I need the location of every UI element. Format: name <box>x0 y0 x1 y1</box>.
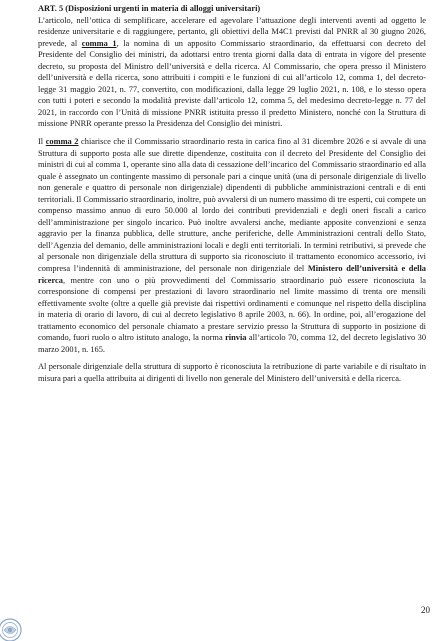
institutional-seal-icon <box>0 608 26 641</box>
page-number: 20 <box>421 605 430 615</box>
ministry-emphasis: Ministero dell’università e della ricerca <box>38 264 426 285</box>
article-heading <box>38 3 426 15</box>
paragraph-2-text-a: chiarisce che il Commissario straordinario resta in carica fino al 31 dicembre 2026 e si avvale di una Struttura di supporto posta alle sue dirette dipendenze, costituita con il decreto del Presidente del Consiglio dei ministri di cui al comma 1, operante sino alla data di cessazione dell’incarico del Commissario straordinario ed alla quale è assegnato un contingente massimo di personale pari a cinque unità (una di personale dirigenziale di livello non generale e quattro di personale non dirigenziale) dipendenti di pubbliche amministrazioni centrali e di enti territoriali. Il Commissario straordinario, inoltre, può avvalersi di un numero massimo di tre esperti, cui compete un compenso massimo annuo di euro 50.000 al lordo dei contributi previdenziali e degli oneri fiscali a carico dell’amministrazione per singolo incarico. Può inoltre avvalersi anche, mediante apposite convenzioni e senza aggravio per la finanza pubblica, delle strutture, anche periferiche, delle Amministrazioni centrali dello Stato, dell’Agenzia del demanio, delle amministrazioni locali e degli enti territoriali. In termini retributivi, si prevede che al personale non dirigenziale della struttura di supporto sia riconosciuto il trattamento economico accessorio, ivi compresa l’indennità di amministrazione, del personale non dirigenziale del <box>38 137 426 274</box>
comma-1-reference: comma 1 <box>81 38 117 48</box>
rinvia-emphasis: rinvia <box>225 333 247 343</box>
paragraph-2-text-b: , mentre con uno o più provvedimenti del Commissario straordinario può essere riconosciuta la corresponsione di compensi per prestazioni di lavoro straordinario nel limite massimo di trenta ore mensili effettivamente svolte (oltre a quelle già previste dai rispettivi ordinamenti e comunque nel rispetto della disciplina in materia di orario di lavoro, di cui al decreto legislativo 8 aprile 2003, n. 66). In ordine, poi, all’erogazione del trattamento economico del personale chiamato a prestare servizio presso la Struttura di supporto in posizione di comando, fuori ruolo o altro istituto analogo, la norma <box>38 275 426 343</box>
paragraph-1-text-b: , la nomina di un apposito Commissario straordinario, da effettuarsi con decreto del Presidente del Consiglio dei ministri, da adottarsi entro trenta giorni dalla data di entrata in vigore del presente decreto, su proposta del Ministro dell’università e della ricerca. Al Commissario, che opera presso il Ministero dell’università e della ricerca, sono attribuiti i compiti e le funzioni di cui all’articolo 12, comma 1, del decreto-legge 31 maggio 2021, n. 77, convertito, con modificazioni, dalla legge 29 luglio 2021, n. 108, e lo stesso opera con tutti i poteri e secondo la modalità previste dall’articolo 12, comma 5, del medesimo decreto-legge n. 77 del 2021, in raccordo con l’Unità di missione PNRR istituita presso il predetto Ministero, nonché con la Struttura di missione PNRR operante presso la Presidenza del Consiglio dei ministri. <box>38 38 426 129</box>
article-title: (Disposizioni urgenti in materia di alloggi universitari) <box>65 4 261 13</box>
paragraph-2-text-lead: Il <box>38 137 46 147</box>
paragraph-1 <box>38 15 426 130</box>
article-label: ART. 5 <box>38 4 64 13</box>
comma-2-reference: comma 2 <box>45 137 79 147</box>
paragraph-1-text-a: L’articolo, nell’ottica di semplificare, accelerare ed agevolare l’attuazione degli interventi aventi ad oggetto le residenze universitarie e di raggiungere, pertanto, gli obiettivi della M4C1 previsti dal PNRR al 30 giugno 2026, prevede, al <box>38 15 426 48</box>
paragraph-2-text-c: all’articolo 70, comma 12, del decreto legislativo 30 marzo 2001, n. 165. <box>38 333 427 354</box>
document-body <box>38 3 426 391</box>
paragraph-2 <box>38 136 426 355</box>
paragraph-3 <box>38 361 426 384</box>
paragraph-3-text: Al personale dirigenziale della struttura di supporto è riconosciuta la retribuzione di parte variabile e di risultato in misura pari a quella attribuita ai dirigenti di livello non generale del Ministero dell’università e della ricerca. <box>38 362 426 383</box>
